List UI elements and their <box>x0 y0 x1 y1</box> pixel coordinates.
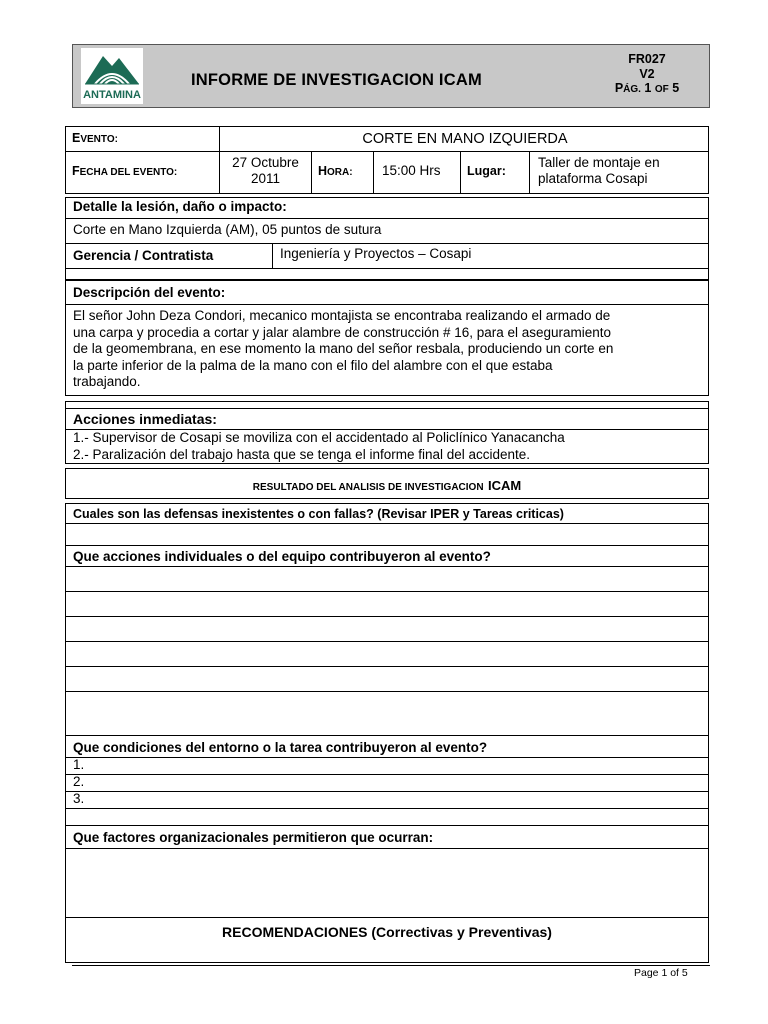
evento-value: CORTE EN MANO IZQUIERDA <box>362 131 568 147</box>
divider <box>65 523 709 524</box>
divider <box>65 545 709 546</box>
resultado-header: RESULTADO DEL ANALISIS DE INVESTIGACION ICAM <box>65 468 709 499</box>
footer-divider <box>72 965 710 966</box>
factores-question: Que factores organizacionales permitieron que ocurran: <box>73 830 434 845</box>
fecha-value: 27 Octubre 2011 <box>220 152 312 193</box>
divider <box>65 735 709 736</box>
list-item: 1.- Supervisor de Cosapi se moviliza con el accidentado al Policlínico Yanacancha <box>73 430 565 445</box>
divider <box>65 774 709 775</box>
document-header <box>72 44 710 108</box>
list-item: 2.- Paralización del trabajo hasta que se tenga el informe final del accidente. <box>73 446 531 462</box>
page-indicator: PÁG. 1 OF 5 <box>614 81 680 95</box>
hora-value: 15:00 Hrs <box>374 152 461 193</box>
hora-label: HORA: <box>312 152 374 193</box>
divider <box>65 566 709 567</box>
divider <box>65 304 709 305</box>
divider <box>65 408 709 409</box>
evento-row <box>65 126 709 152</box>
logo-wordmark: ANTAMINA <box>83 89 141 101</box>
form-code: FR027 <box>628 52 666 66</box>
divider <box>65 848 709 849</box>
analysis-block <box>65 503 709 963</box>
divider <box>65 808 709 809</box>
footer-page-number: Page 1 of 5 <box>634 967 688 979</box>
divider <box>65 218 709 219</box>
descripcion-text: El señor John Deza Condori, mecanico montajista se encontraba realizando el armado de una carpa y procedia a cortar y jalar alambre de construcción # 16, para el aseguramiento de la geomembrana, en ese momento la mano del señor resbala, produciendo un corte en la parte inferior de la palma de la mano con el filo del alambre con el que estaba trabajando. <box>73 308 614 389</box>
lugar-value: Taller de montaje en plataforma Cosapi <box>538 155 660 186</box>
list-item: 2. <box>73 774 85 789</box>
divider <box>65 591 709 592</box>
divider <box>65 791 709 792</box>
lesion-label: Detalle la lesión, daño o impacto: <box>73 199 287 214</box>
divider <box>65 666 709 667</box>
list-item: 3. <box>73 791 85 806</box>
acciones-label: Acciones inmediatas: <box>73 411 217 427</box>
document-code-block <box>597 52 697 98</box>
acciones-individuales-question: Que acciones individuales o del equipo contribuyeron al evento? <box>73 549 491 564</box>
divider <box>65 825 709 826</box>
lugar-label: Lugar: <box>461 152 530 193</box>
acciones-list <box>73 430 565 463</box>
fecha-row <box>65 152 709 194</box>
fecha-label: FECHA DEL EVENTO: <box>66 152 220 193</box>
divider <box>65 243 709 244</box>
divider <box>65 268 709 269</box>
divider <box>65 917 709 918</box>
form-version: V2 <box>639 66 655 81</box>
document-title: INFORME DE INVESTIGACION ICAM <box>191 71 482 89</box>
antamina-logo <box>81 48 143 104</box>
recomendaciones-label: RECOMENDACIONES (Correctivas y Preventivas) <box>222 924 552 940</box>
divider <box>272 243 273 268</box>
list-item: 1. <box>73 757 85 772</box>
lesion-value: Corte en Mano Izquierda (AM), 05 puntos de sutura <box>73 222 382 237</box>
condiciones-question: Que condiciones del entorno o la tarea contribuyeron al evento? <box>73 740 488 755</box>
evento-label: EVENTO: <box>66 127 220 153</box>
defensas-question: Cuales son las defensas inexistentes o con fallas? (Revisar IPER y Tareas criticas) <box>73 507 564 521</box>
divider <box>65 691 709 692</box>
divider <box>65 757 709 758</box>
antamina-logo-icon <box>81 48 143 104</box>
gerencia-value: Ingeniería y Proyectos – Cosapi <box>280 246 472 261</box>
descripcion-label: Descripción del evento: <box>73 285 226 300</box>
divider <box>65 641 709 642</box>
gerencia-label: Gerencia / Contratista <box>73 248 214 263</box>
divider <box>65 616 709 617</box>
